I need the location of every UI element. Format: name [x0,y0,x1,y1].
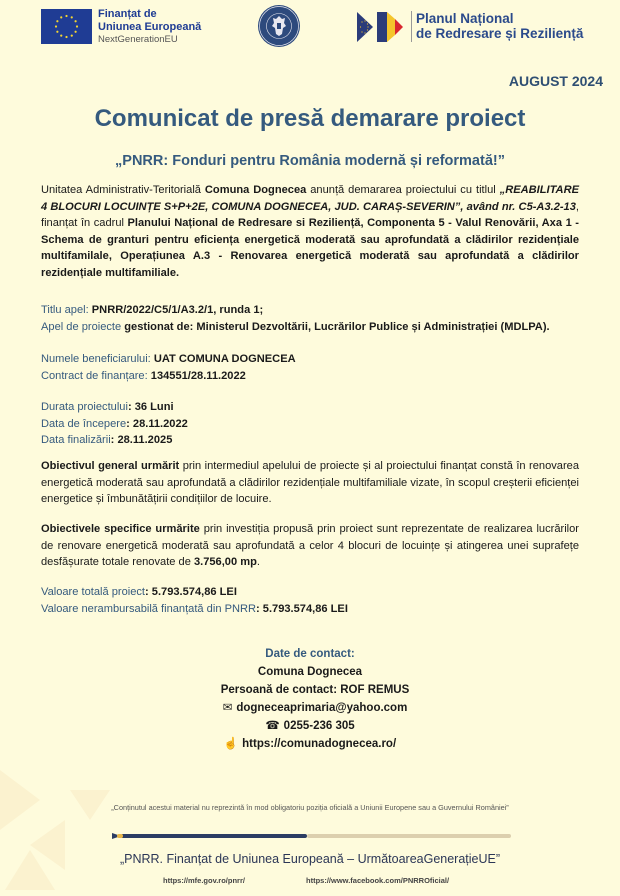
call-managed-row [41,319,579,336]
eu-line1: Finanțat de [98,8,157,20]
beneficiary-info [41,351,579,384]
footer-bar-navy [121,834,307,838]
call-title-value: PNRR/2022/C5/1/A3.2/1, runda 1; [91,304,264,316]
eu-funding-text [98,8,201,47]
start-value: : 28.11.2022 [126,417,188,430]
contract-row [41,368,579,385]
footer-slogan: „PNRR. Finanțat de Uniunea Europeană – UrmătoareaGenerațieUE” [119,852,501,866]
call-title-row [41,302,579,319]
general-objective-paragraph [41,458,579,508]
end-label: Data finalizării [41,434,111,446]
eu-flag-icon [41,9,92,44]
contact-email-row [0,699,620,717]
total-value-amount: : 5.793.574,86 LEI [145,586,237,598]
contact-block [0,645,620,753]
intro-t5: , finanțat în cadrul [41,200,579,229]
eu-line2: Uniunea Europeană [98,20,202,33]
project-values [41,584,579,617]
duration-value: : 36 Luni [127,401,174,413]
duration-row [41,399,579,416]
beneficiary-row [41,351,579,368]
contract-value: 134551/28.11.2022 [150,369,246,382]
specific-objectives-bold: Obiectivele specifice urmărite [41,523,200,535]
footer-bar-tan [307,834,511,838]
specific-objectives-end: . [256,556,260,568]
call-title-label: Titlu apel: [41,304,92,316]
contact-person: Persoană de contact: ROF REMUS [220,684,410,696]
intro-org: Comuna Dognecea [204,184,307,196]
contact-phone-row [0,717,620,735]
contact-web-row [0,735,620,753]
release-date: AUGUST 2024 [508,73,603,89]
intro-program: Planului Național de Redresare si Reziliență, Componenta 5 - Valul Renovării, Axa 1 - Schema de granturi pentru eficiența energetică moderată sau aprofundată a clădirilor rezidențiale multifamilale, Operațiunea A.3 - Renovarea energetică moderată sau aprofundată a clădirilor rezidențiale multifamiliale. [41,217,579,279]
pnrr-divider [411,11,412,42]
pnrr-logo-icon [357,12,409,42]
footer-link-facebook[interactable]: https://www.facebook.com/PNRROficial/ [306,876,450,885]
nonref-value-row [41,601,579,618]
general-objective-text: prin intermediul apelului de proiecte și al proiectului finanțat constă în renovarea energetică moderată sau aprofundată a clădirilor rezidențiale multifamiliale vizate, în scopul creșterii eficienței energetice și îmbunătățirii condițiilor de locuire. [41,460,579,505]
pnrr-line2: de Redresare și Reziliență [416,26,584,41]
envelope-icon: ✉ [222,702,233,714]
intro-t1: Unitatea Administrativ-Teritorială [41,184,205,196]
contact-phone[interactable]: 0255-236 305 [283,720,355,732]
contact-org: Comuna Dognecea [257,666,363,678]
specific-objectives-paragraph [41,521,579,571]
end-row [41,432,579,449]
contract-label: Contract de finanțare: [41,369,151,382]
call-managed-label: Apel de proiecte [41,320,122,333]
call-managed-value: gestionat de: Ministerul Dezvoltării, Lucrărilor Publice și Administrației (MDLPA). [121,320,550,333]
end-value: : 28.11.2025 [110,434,173,446]
mouse-pointer-icon: ☝ [223,738,239,750]
contact-email[interactable]: dogneceaprimaria@yahoo.com [236,702,408,714]
government-seal-icon [257,4,301,48]
header-logos [0,0,620,60]
total-value-row [41,584,579,601]
phone-icon: ☎ [265,720,280,732]
call-info [41,302,579,335]
eu-line3: NextGenerationEU [98,34,178,45]
pnrr-text [416,11,583,41]
beneficiary-value: UAT COMUNA DOGNECEA [153,353,296,365]
nonref-value-amount: : 5.793.574,86 LEI [256,602,348,615]
intro-project-title: „REABILITARE 4 BLOCURI LOCUINȚE S+P+2E, COMUNA DOGNECEA, JUD. CARAȘ-SEVERIN”, având nr. C5-A3.2-13 [41,184,579,213]
general-objective-bold: Obiectivul general urmărit [41,460,180,472]
start-row [41,416,579,433]
start-label: Data de începere [41,417,127,430]
contact-heading: Date de contact: [265,648,355,660]
footer-link-mfe[interactable]: https://mfe.gov.ro/pnrr/ [163,876,245,885]
duration-label: Durata proiectului [41,401,128,413]
duration-info [41,399,579,449]
specific-objectives-text: prin investiția propusă prin proiect sunt reprezentate de realizarea lucrărilor de renovare energetică moderată sau aprofundată a celor 4 blocuri de locuințe și atingerea unei suprafețe desfășurate totale renovate de [41,523,579,568]
disclaimer: „Conținutul acestui material nu reprezintă în mod obligatoriu poziția oficială a Uniunii Europene sau a Guvernului României” [111,803,509,812]
beneficiary-label: Numele beneficiarului: [41,353,154,365]
intro-t3: anunță demararea proiectului cu titlul [306,184,500,196]
footer-bar-gold [117,834,123,838]
intro-paragraph [41,182,579,281]
page-title: Comunicat de presă demarare proiect [94,105,526,132]
total-value-label: Valoare totală proiect [41,586,146,598]
page-subtitle: „PNRR: Fonduri pentru România modernă și reformată!” [115,153,505,169]
specific-objectives-area: 3.756,00 mp [193,556,257,568]
contact-website[interactable]: https://comunadognecea.ro/ [242,738,397,750]
nonref-value-label: Valoare nerambursabilă finanțată din PNRR [41,602,257,615]
pnrr-line1: Planul Național [416,11,514,26]
